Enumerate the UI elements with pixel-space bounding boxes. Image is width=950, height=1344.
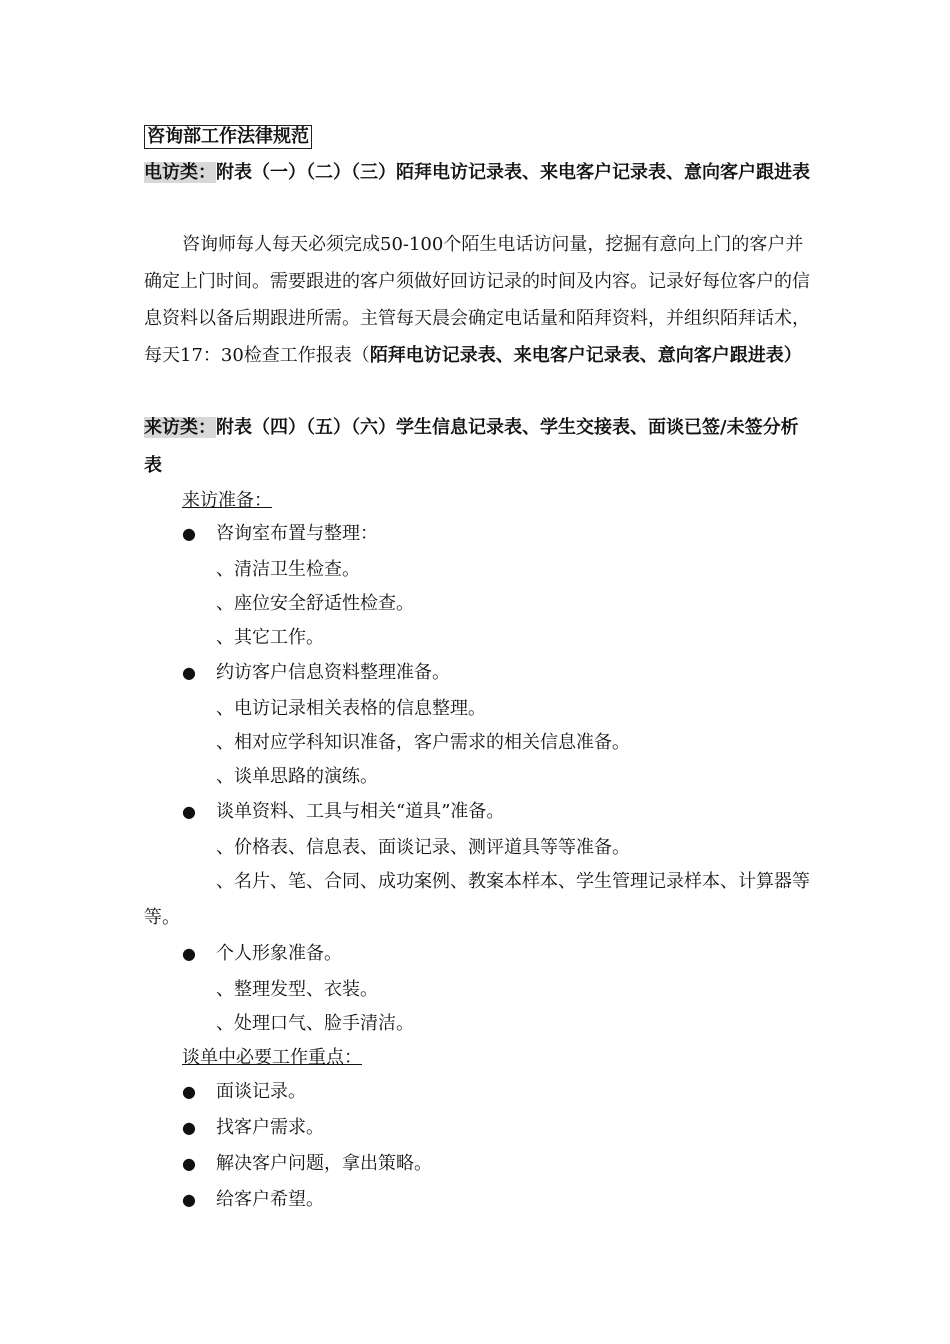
bullet-text: 找客户需求。 <box>216 1117 324 1138</box>
bullet-text: 约访客户信息资料整理准备。 <box>216 662 450 683</box>
bullet-text: 咨询室布置与整理： <box>216 523 378 544</box>
list-item <box>182 522 378 546</box>
list-item <box>182 1188 324 1212</box>
sub-item: 、处理口气、脸手清洁。 <box>216 1013 414 1034</box>
visit-section-heading-text: 附表（四）（五）（六）学生信息记录表、学生交接表、面谈已签/未签分析表 <box>144 417 799 476</box>
bullet-text: 解决客户问题，拿出策略。 <box>216 1153 432 1174</box>
sub-item: 、名片、笔、合同、成功案例、教案本样本、学生管理记录样本、计算器等等。 <box>144 871 810 928</box>
list-item <box>182 942 342 966</box>
document-title: 咨询部工作法律规范 <box>144 125 312 149</box>
list-item <box>182 800 504 824</box>
sub-item: 、谈单思路的演练。 <box>216 766 378 787</box>
visit-section-heading <box>144 409 814 485</box>
bullet-icon: ● <box>182 944 196 963</box>
bullet-icon: ● <box>182 1154 196 1173</box>
phone-body-text: 咨询师每人每天必须完成50-100个陌生电话访问量，挖掘有意向上门的客户并确定上门时间。需要跟进的客户须做好回访记录的时间及内容。记录好每位客户的信息资料以备后期跟进所需。主管每天晨会确定电话量和陌拜资料，并组织陌拜话术，每天17：30检查工作报表（ <box>144 234 810 366</box>
bullet-text: 面谈记录。 <box>216 1081 306 1102</box>
phone-section-heading-text: 附表（一）（二）（三）陌拜电访记录表、来电客户记录表、意向客户跟进表 <box>216 162 810 183</box>
visit-prep-heading: 来访准备： <box>182 490 272 511</box>
sub-item: 、座位安全舒适性检查。 <box>216 593 414 614</box>
bullet-icon: ● <box>182 663 196 682</box>
sub-item: 、价格表、信息表、面谈记录、测评道具等等准备。 <box>216 837 630 858</box>
phone-section-heading <box>144 154 814 192</box>
bullet-text: 给客户希望。 <box>216 1189 324 1210</box>
bullet-icon: ● <box>182 524 196 543</box>
bullet-text: 谈单资料、工具与相关“道具”准备。 <box>216 801 505 822</box>
sub-item: 、清洁卫生检查。 <box>216 559 360 580</box>
list-item <box>182 1116 324 1140</box>
sub-item: 、相对应学科知识准备，客户需求的相关信息准备。 <box>216 732 630 753</box>
bullet-icon: ● <box>182 1082 196 1101</box>
sub-item: 、整理发型、衣装。 <box>216 979 378 1000</box>
bullet-text: 个人形象准备。 <box>216 943 342 964</box>
list-item <box>182 661 450 685</box>
phone-body-bold: 陌拜电访记录表、来电客户记录表、意向客户跟进表） <box>369 345 802 366</box>
bullet-icon: ● <box>182 802 196 821</box>
list-item <box>182 1152 432 1176</box>
phone-section-body <box>144 226 812 374</box>
list-item <box>182 1080 306 1104</box>
bullet-icon: ● <box>182 1190 196 1209</box>
visit-section-label: 来访类： <box>144 417 216 438</box>
sub-item: 、电访记录相关表格的信息整理。 <box>216 698 486 719</box>
phone-section-label: 电访类： <box>144 162 216 183</box>
bullet-icon: ● <box>182 1118 196 1137</box>
key-points-heading: 谈单中必要工作重点： <box>182 1047 362 1068</box>
sub-item: 、其它工作。 <box>216 627 324 648</box>
